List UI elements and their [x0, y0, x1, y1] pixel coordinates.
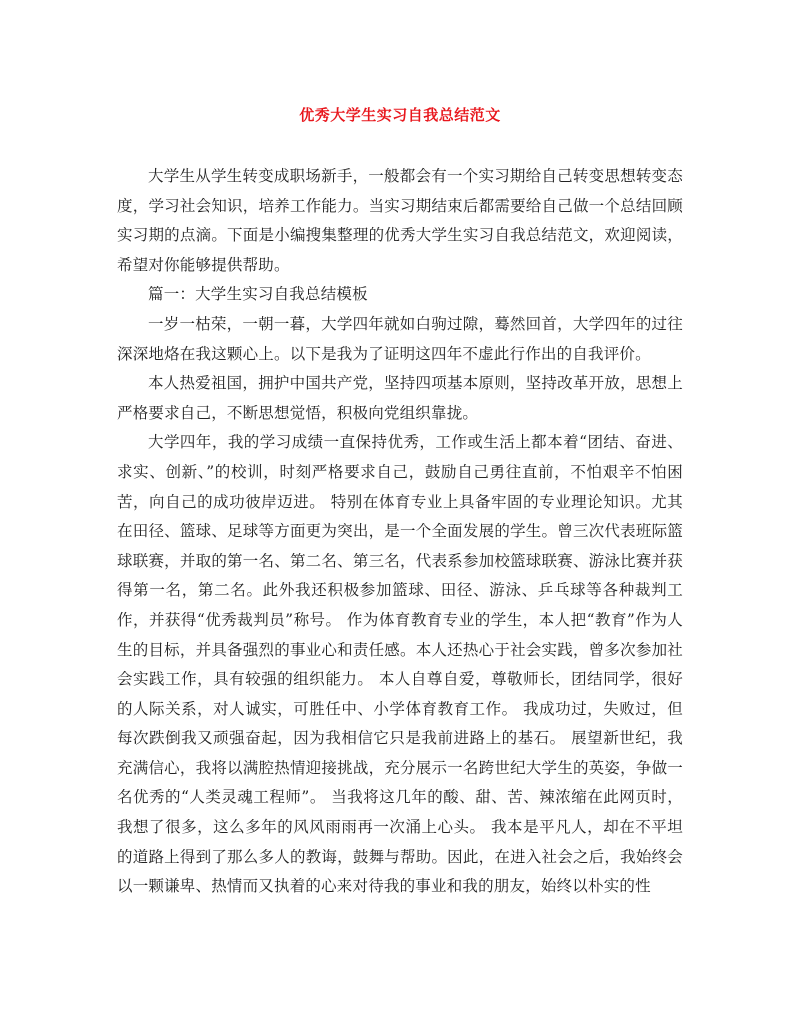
document-title: 优秀大学生实习自我总结范文: [299, 106, 501, 124]
document-body: [117, 162, 683, 902]
paragraph-3: 大学四年，我的学习成绩一直保持优秀，工作或生活上都本着“团结、奋进、求实、创新、”的校训，时刻严格要求自己，鼓励自己勇往直前，不怕艰辛不怕困苦，向自己的成功彼岸迈进。 特别在体育专业上具备牢固的专业理论知识。尤其在田径、篮球、足球等方面更为突出，是一个全面发展的学生。曾三次代表班际篮球联赛，并取的第一名、第二名、第三名，代表系参加校篮球联赛、游泳比赛并获得第一名，第二名。此外我还积极参加篮球、田径、游泳、乒乓球等各种裁判工作，并获得“优秀裁判员”称号。 作为体育教育专业的学生，本人把“教育”作为人生的目标，并具备强烈的事业心和责任感。本人还热心于社会实践，曾多次参加社会实践工作，具有较强的组织能力。 本人自尊自爱，尊敬师长，团结同学，很好的人际关系，对人诚实，可胜任中、小学体育教育工作。 我成功过，失败过，但每次跌倒我又顽强奋起，因为我相信它只是我前进路上的基石。 展望新世纪，我充满信心，我将以满腔热情迎接挑战，充分展示一名跨世纪大学生的英姿，争做一名优秀的“人类灵魂工程师”。 当我将这几年的酸、甜、苦、辣浓缩在此网页时，我想了很多，这么多年的风风雨雨再一次涌上心头。 我本是平凡人，却在不平坦的道路上得到了那么多人的教诲，鼓舞与帮助。因此，在进入社会之后，我始终会以一颗谦卑、热情而又执着的心来对待我的事业和我的朋友，始终以朴实的性: [117, 433, 683, 896]
paragraph-1: 一岁一枯荣，一朝一暮，大学四年就如白驹过隙，蓦然回首，大学四年的过往深深地烙在我这颗心上。以下是我为了证明这四年不虚此行作出的自我评价。: [117, 314, 683, 363]
paragraph-intro: 大学生从学生转变成职场新手，一般都会有一个实习期给自己转变思想转变态度，学习社会知识，培养工作能力。当实习期结束后都需要给自己做一个总结回顾实习期的点滴。下面是小编搜集整理的优秀大学生实习自我总结范文，欢迎阅读，希望对你能够提供帮助。: [117, 167, 683, 274]
paragraph-2: 本人热爱祖国，拥护中国共产党，坚持四项基本原则，坚持改革开放，思想上严格要求自己，不断思想觉悟，积极向党组织靠拢。: [117, 374, 683, 422]
paragraph-section-heading: 篇一：大学生实习自我总结模板: [148, 285, 368, 304]
